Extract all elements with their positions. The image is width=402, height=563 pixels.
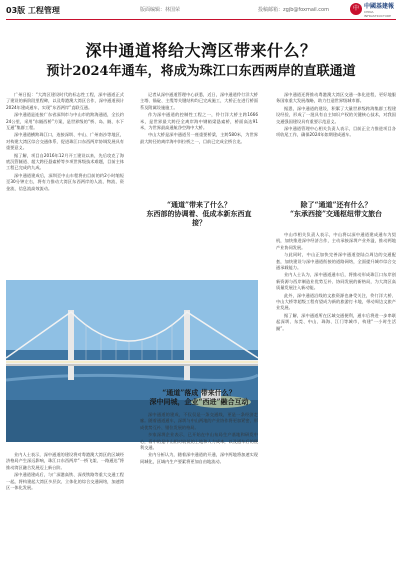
page-header [0,0,402,22]
paragraph: 深中通道横跨珠江口，连接深圳、中山、广州南沙等地区，对构建大湾区综合交通体系、促进珠江口东西两岸协调发展具有重要意义。 [6,132,124,151]
subheadline: 预计2024年通车，将成为珠江口东西两岸的直联通道 [46,64,356,79]
article-column-2 [140,92,258,252]
logo-subtitle: CHINA INFRASTRUCTURE [364,10,391,18]
section-label: 03版 工程管理 [6,6,60,15]
editor-credit: 版面编辑：林国荣 [140,7,181,13]
paragraph: 作为深中通道的控制性工程之一，伶仃洋大桥主跨1666米，是世界最大跨径全离岸海中钢箱梁悬索桥，桥面高达91米，为世界最高通航净空海中大桥。 [140,112,258,131]
section-subtitle-1: “通道”带来了什么？ 东西部的协调着、低成本新东西直接？ [146,200,252,227]
newspaper-logo [350,2,398,18]
article-column-3b [276,232,396,482]
headline: 深中通道将给大湾区带来什么？ [85,41,317,60]
paragraph: 与此同时，中山正加快完善深中通道登陆点周边的交通配套，加快建设与深中通道衔接的道路网络，全面提升城市综合交通承载能力。 [276,252,396,271]
paragraph: 深中通道的建成，不仅仅是一条交通线，更是一条经济走廊。随着通道通车，深圳与中山两地的产业协作将更加紧密，形成优势互补、错位发展的格局。 [140,412,258,430]
paragraph: 业内人士表示，深中通道的建设将对粤港澳大湾区的区域经济格局产生深远影响，珠江口东西两岸“一桥飞架、一路通达”将推动湾区融合发展迈上新台阶。 [6,452,124,470]
paragraph: 深中通道管理中心相关负责人表示，目前正全力推进项目各项收尾工作，确保2024年如期建成通车。 [276,126,396,138]
paragraph: 深中通道建成后，与广深港高铁、深茂铁路等重大交通工程一起，将构建起大湾区多层次、立体化的综合交通网络，加速湾区一体化发展。 [6,472,124,491]
article-column-1b [6,452,124,557]
paragraph: 此外，深中通道沿线的文旅资源也备受关注，伶仃洋大桥、中山大桥等超级工程有望成为新的旅游打卡地，带动周边文旅产业发展。 [276,292,396,311]
paragraph: 据了解，项目自2016年12月开工建设以来，先后攻克了海底沉管隧道、超大跨径悬索桥等多项世界级技术难题，目前主体工程已完成约九成。 [6,152,124,171]
paragraph: 深中通道是连接广东省深圳市与中山市的跨海通道，全长约24公里，采用“东隧西桥”方案，是世界级的“桥、岛、隧、水下互通”集群工程。 [6,112,124,131]
article-column-2c [140,412,258,562]
paragraph: 中山市相关负责人表示，中山将以深中通道建成通车为契机，加快推进深中经济合作，主动承接深圳产业外溢，推动两地产业协同发展。 [276,232,396,250]
section-subtitle-2: 除了“通道”还有什么？ “东承西接”交通枢纽带文旅台 [289,200,383,218]
paragraph: 广州日报：“大湾区建设时代的标志性工程，深中通道正式了建设的新阶段里程碑，以及粤港澳大湾区合作，深中通道预计2024年建成通车，实现“东西两岸”直联互通。 [6,92,124,110]
contribution-email[interactable]: 投稿邮箱：zgjb@foxmail.com [258,7,329,13]
paragraph: 中山大桥是深中通道另一座重要桥梁，主跨580米，为世界最大跨径的离岸海中斜拉桥之一，目前已完成全桥合龙。 [140,132,258,144]
header-rule [6,19,396,20]
paragraph: 业内人士认为，深中通道通车后，将推动形成珠江口东岸创新资源与西岸制造业优势互补、协同发展的新格局，为大湾区高质量发展注入新动能。 [276,272,396,291]
logo-name: 中國基建報 [364,3,395,10]
logo-emblem-icon: 中 [350,3,362,15]
paragraph: 据悉，深中通道的建设，积累了大量世界级跨海集群工程建设经验，形成了一批具有自主知识产权的关键核心技术，对我国交通强国建设具有重要示范意义。 [276,105,396,124]
paragraph: 业内分析认为，随着深中通道的开通，深中两地将加速实现同城化，区域内生产要素将更加自由地流动。 [140,452,258,464]
paragraph: 多家深圳企业表示，已开始在中山布局生产基地和研发中心，看中的是中山相对较低的土地和人力成本，以及通车后的便利交通。 [140,432,258,451]
paragraph: 据了解，深中通道所在区域交通便利，通车后将进一步串联起深圳、东莞、中山、珠海、江门等城市，构建“一小时生活圈”。 [276,312,396,331]
article-column-3 [276,92,396,198]
paragraph: 记者从深中通道管理中心获悉，近日，深中通道伶仃洋大桥主塔、锚碇、主缆等关键结构均已完成施工，大桥正在进行桥面系及附属设施施工。 [140,92,258,110]
paragraph: 深中通道还将推动粤港澳大湾区交通一体化进程，更好地服务国家重大发展战略，助力打造世界级城市群。 [276,92,396,104]
paragraph: 深中通道建成后，深圳至中山车程将由目前的约2小时缩短至30分钟左右，将有力推动大湾区东西两岸的人流、物流、资金流、信息流高效流动。 [6,172,124,191]
section-subtitle-3: “通道”落成 带来什么？ 深中同城，企业“西进”融合互动 [149,388,249,406]
